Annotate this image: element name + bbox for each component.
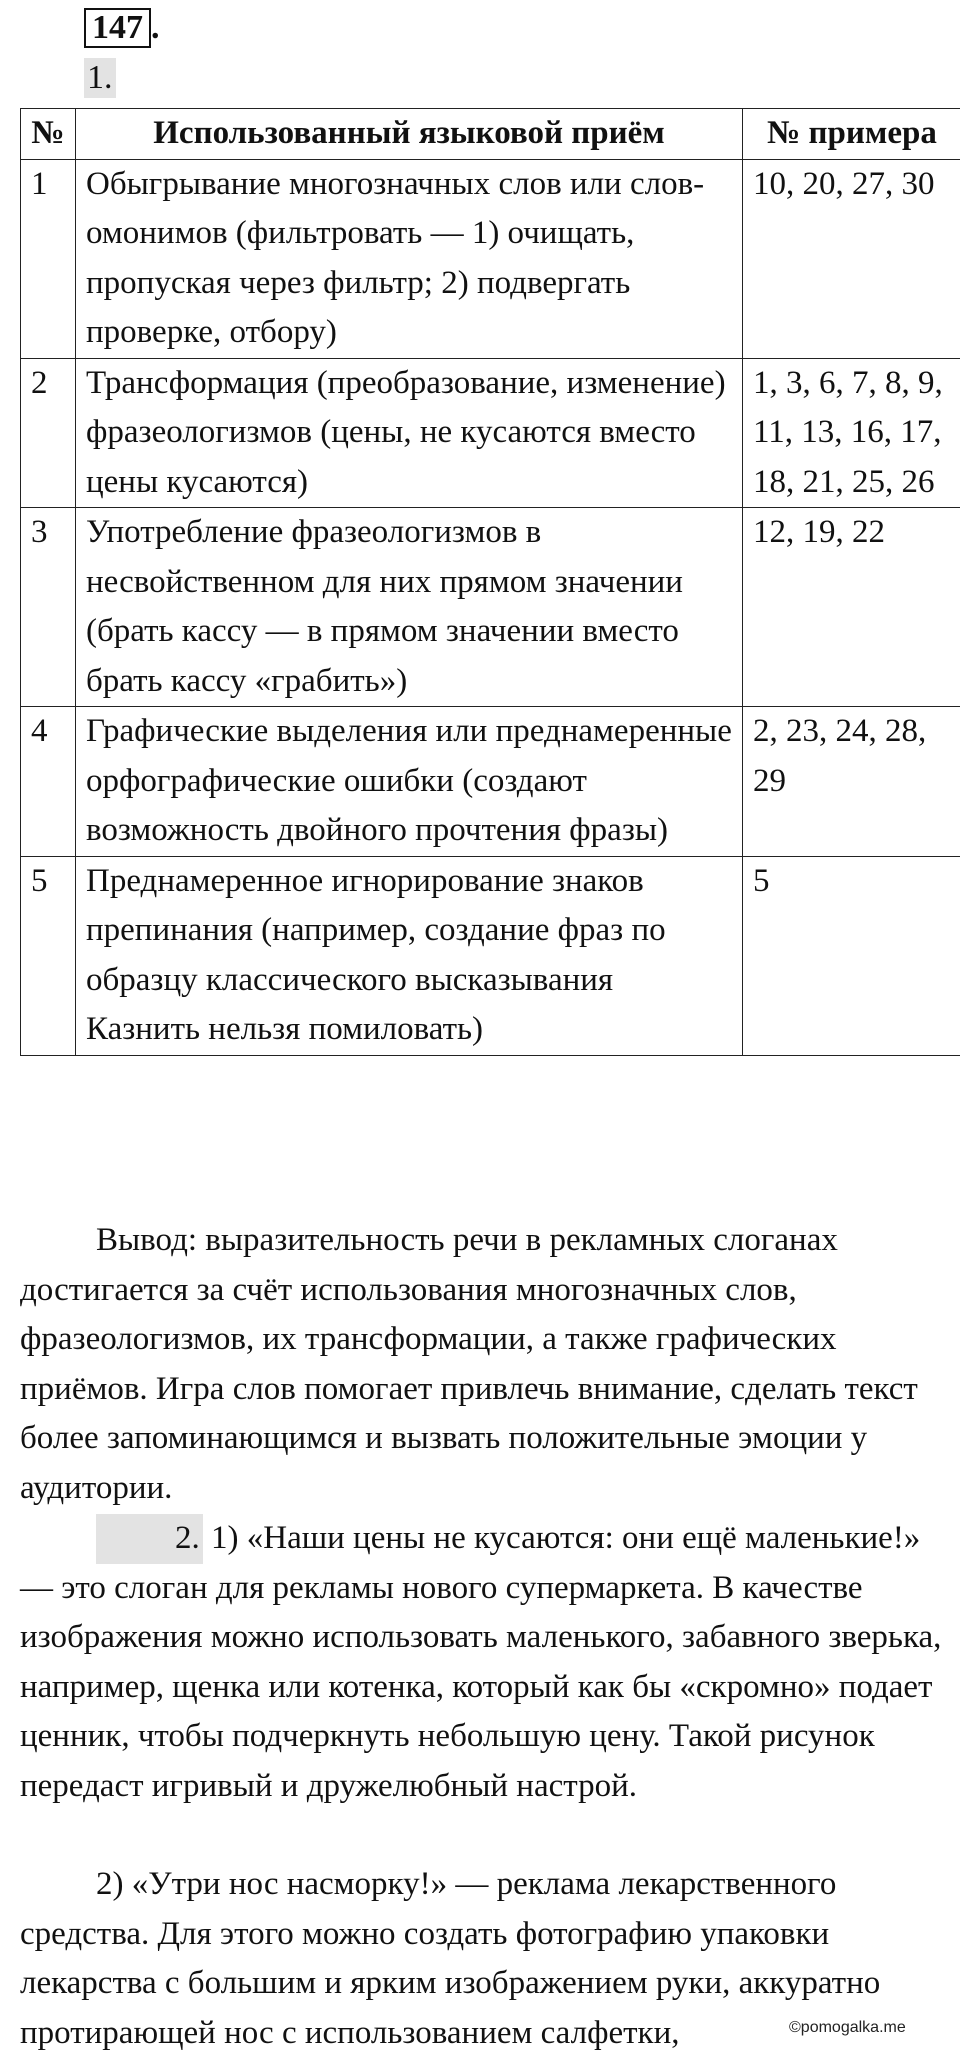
table-row xyxy=(21,856,960,1055)
task-number-suffix: . xyxy=(151,9,160,46)
header-examples: № примера xyxy=(743,109,960,160)
row-number: 5 xyxy=(21,856,76,1055)
row-technique: Преднамеренное игнорирование знаков препинания (например, создание фраз по образцу классического высказывания Казнить нельзя помиловать) xyxy=(76,856,743,1055)
row-technique: Употребление фразеологизмов в несвойственном для них прямом значении (брать кассу — в прямом значении вместо брать кассу «грабить») xyxy=(76,508,743,707)
part2-marker: 2. xyxy=(96,1514,203,1564)
row-examples: 1, 3, 6, 7, 8, 9, 11, 13, 16, 17, 18, 21, 25, 26 xyxy=(743,358,960,508)
row-number: 1 xyxy=(21,159,76,358)
part2-item2-paragraph: 2) «Утри нос насморку!» — реклама лекарственного средства. Для этого можно создать фотографию упаковки лекарства с большим и ярким изображением руки, аккуратно протирающей нос с использованием салфетки, xyxy=(20,1866,881,2051)
row-examples: 10, 20, 27, 30 xyxy=(743,159,960,358)
part2-item1-paragraph xyxy=(20,1514,960,1811)
header-technique: Использованный языковой приём xyxy=(76,109,743,160)
watermark-text: ©pomogalka.me xyxy=(786,2019,909,2037)
table-row xyxy=(21,159,960,358)
part1-label xyxy=(84,58,116,98)
row-examples: 2, 23, 24, 28, 29 xyxy=(743,707,960,857)
task-number-box: 147 xyxy=(84,8,151,48)
task-number xyxy=(84,8,160,48)
table-row xyxy=(21,707,960,857)
row-technique: Графические выделения или преднамеренные орфографические ошибки (создают возможность двойного прочтения фразы) xyxy=(76,707,743,857)
row-number: 2 xyxy=(21,358,76,508)
row-technique: Трансформация (преобразование, изменение) фразеологизмов (цены, не кусаются вместо цены кусаются) xyxy=(76,358,743,508)
table-header-row xyxy=(21,109,960,160)
table-row xyxy=(21,358,960,508)
conclusion-paragraph: Вывод: выразительность речи в рекламных слоганах достигается за счёт использования многозначных слов, фразеологизмов, их трансформации, а также графических приёмов. Игра слов помогает привлечь внимание, сделать текст более запоминающимся и вызвать положительные эмоции у аудитории. xyxy=(20,1222,918,1506)
part1-marker: 1. xyxy=(84,58,116,98)
row-examples: 12, 19, 22 xyxy=(743,508,960,707)
header-number: № xyxy=(21,109,76,160)
row-number: 4 xyxy=(21,707,76,857)
row-number: 3 xyxy=(21,508,76,707)
part2-item1-text: 1) «Наши цены не кусаются: они ещё маленькие!» — это слоган для рекламы нового супермаркета. В качестве изображения можно использовать маленького, забавного зверька, например, щенка или котенка, который как бы «скромно» подает ценник, чтобы подчеркнуть небольшую цену. Такой рисунок передаст игривый и дружелюбный настрой. xyxy=(20,1520,942,1804)
techniques-table xyxy=(20,108,960,1056)
row-examples: 5 xyxy=(743,856,960,1055)
row-technique: Обыгрывание многозначных слов или слов-омонимов (фильтровать — 1) очищать, пропуская через фильтр; 2) подвергать проверке, отбору) xyxy=(76,159,743,358)
table-row xyxy=(21,508,960,707)
